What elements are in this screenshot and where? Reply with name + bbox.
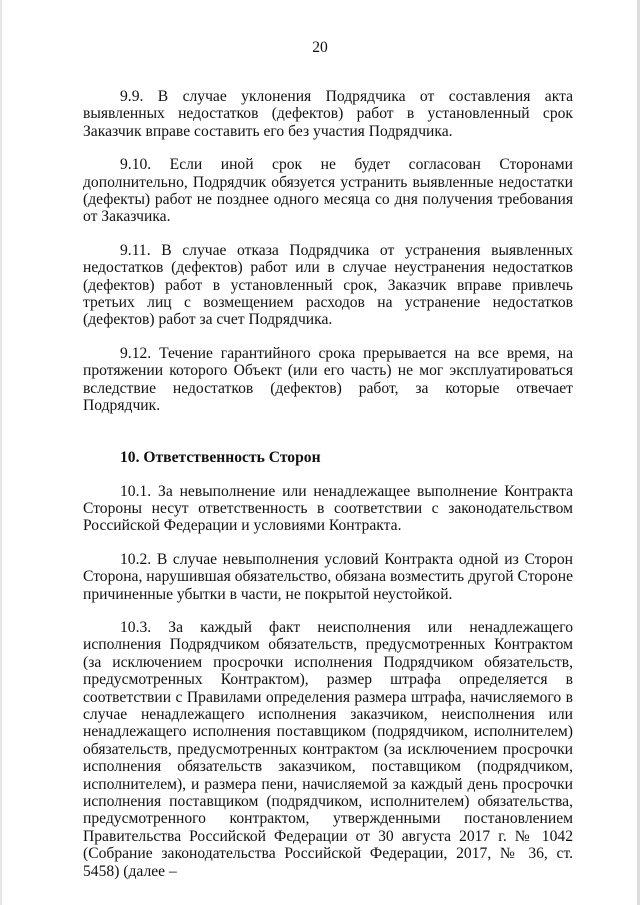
paragraph-9-12: 9.12. Течение гарантийного срока прерывается на все время, на протяжении которого Объект (или его часть) не мог эксплуатироваться вследствие недостатков (дефектов) работ, за которые отвечает Подрядчик.	[83, 344, 573, 415]
section-heading-10: 10. Ответственность Сторон	[120, 448, 321, 466]
paragraph-10-1: 10.1. За невыполнение или ненадлежащее выполнение Контракта Стороны несут ответственность в соответствии с законодательством Российской Федерации и условиями Контракта.	[83, 482, 573, 535]
scan-edge-left	[0, 0, 2, 905]
paragraph-10-2: 10.2. В случае невыполнения условий Контракта одной из Сторон Сторона, нарушившая обязательство, обязана возместить другой Стороне причиненные убытки в части, не покрытой неустойкой.	[83, 550, 573, 603]
paragraph-9-9: 9.9. В случае уклонения Подрядчика от составления акта выявленных недостатков (дефектов) работ в установленный срок Заказчик вправе составить его без участия Подрядчика.	[83, 88, 573, 140]
paragraph-9-10: 9.10. Если иной срок не будет согласован Сторонами дополнительно, Подрядчик обязуется устранить выявленные недостатки (дефекты) работ не позднее одного месяца со дня получения требования от Заказчика.	[83, 156, 573, 226]
document-body	[83, 88, 573, 880]
page-number: 20	[312, 39, 328, 56]
paragraph-10-3: 10.3. За каждый факт неисполнения или ненадлежащего исполнения Подрядчиком обязательств, предусмотренных Контрактом (за исключением просрочки исполнения Подрядчиком обязательств, предусмотренных Контрактом), размер штрафа определяется в соответствии с Правилами определения размера штрафа, начисляемого в случае ненадлежащего исполнения заказчиком, неисполнения или ненадлежащего исполнения поставщиком (подрядчиком, исполнителем) обязательств, предусмотренных контрактом (за исключением просрочки исполнения обязательств заказчиком, поставщиком (подрядчиком, исполнителем), и размера пени, начисляемой за каждый день просрочки исполнения поставщиком (подрядчиком, исполнителем) обязательства, предусмотренного контрактом, утвержденными постановлением Правительства Российской Федерации от 30 августа 2017 г. № 1042 (Собрание законодательства Российской Федерации, 2017, № 36, ст. 5458) (далее –	[83, 618, 573, 880]
paragraph-9-11: 9.11. В случае отказа Подрядчика от устранения выявленных недостатков (дефектов) работ или в случае неустранения недостатков (дефектов) работ в установленный срок, Заказчик вправе привлечь третьих лиц с возмещением расходов на устранение недостатков (дефектов) работ за счет Подрядчика.	[83, 241, 573, 329]
